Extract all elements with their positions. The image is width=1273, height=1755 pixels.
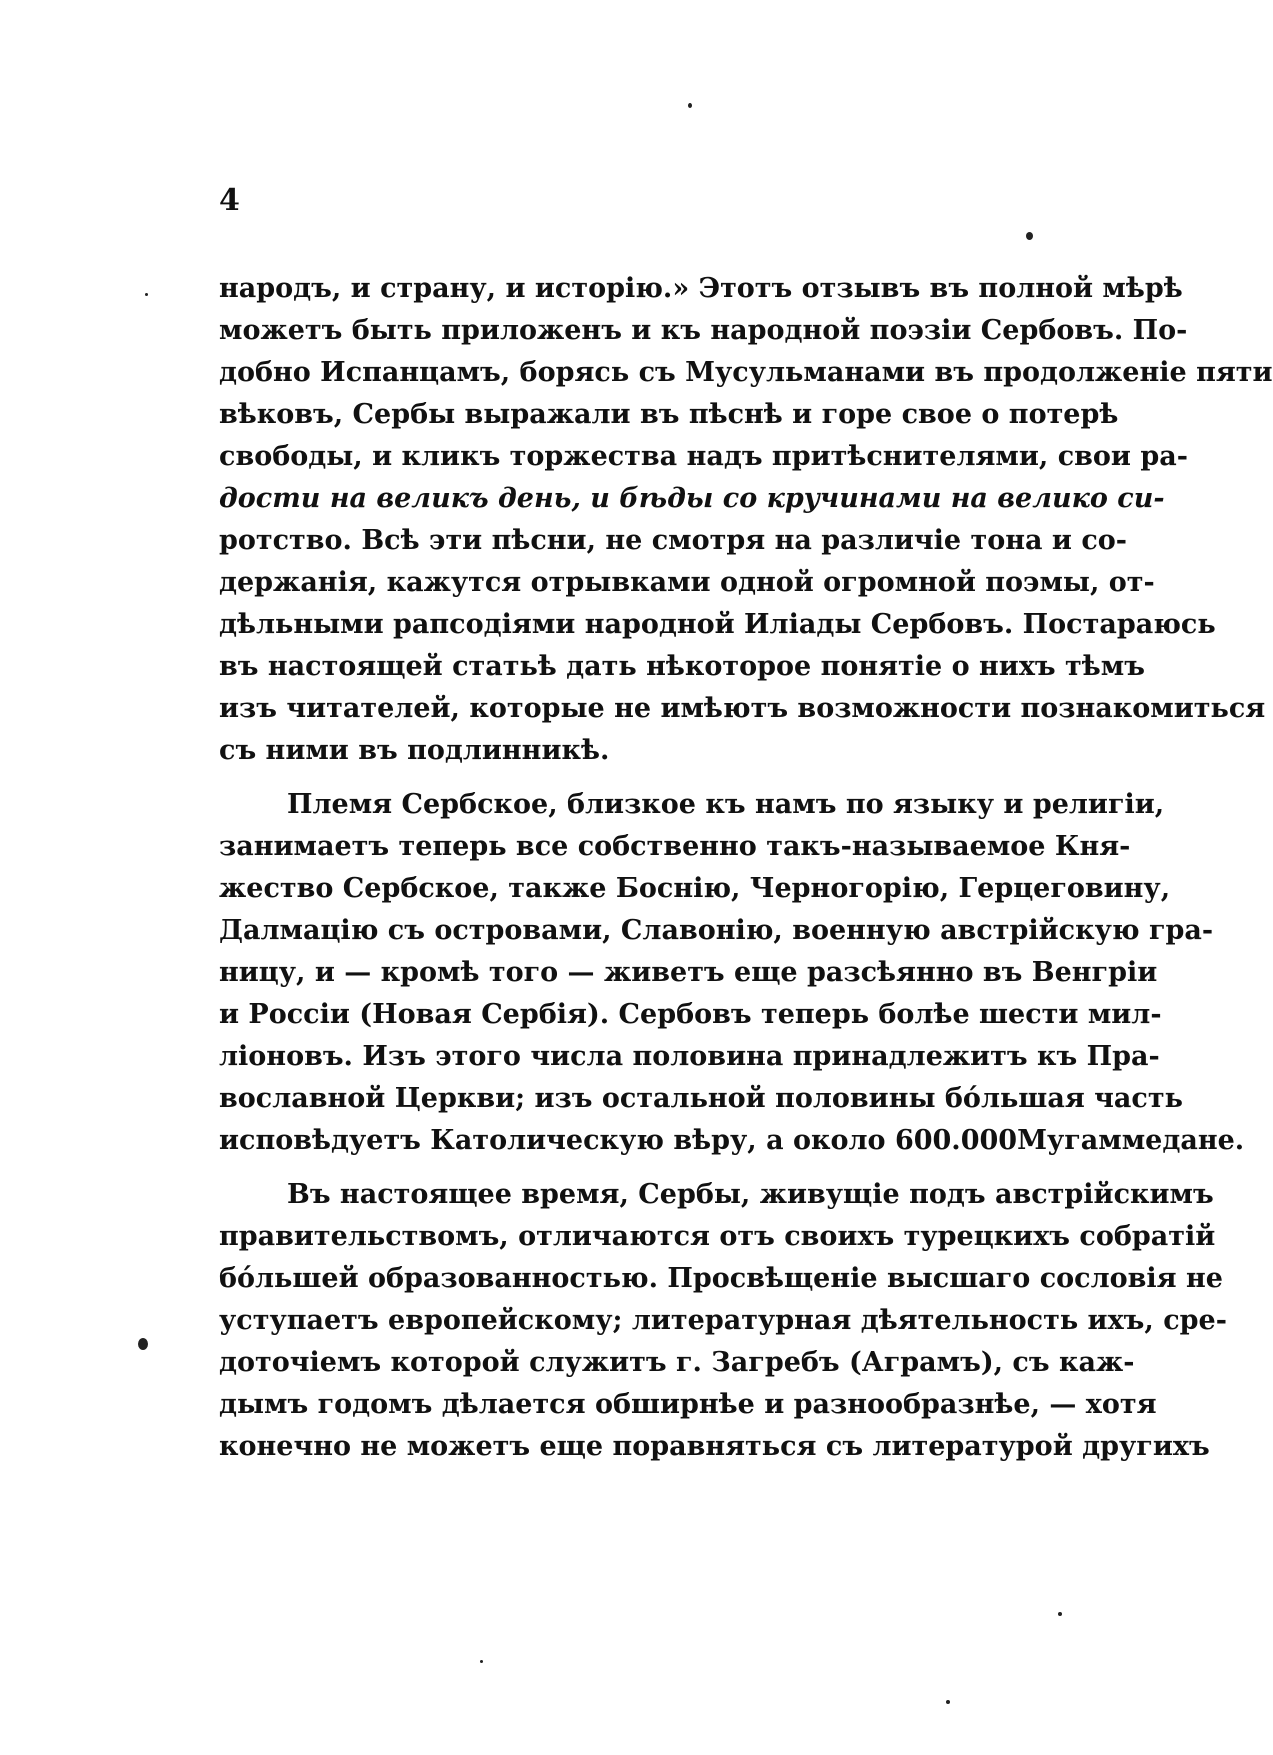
page-number: 4: [219, 183, 240, 218]
text-line: занимаетъ теперь все собственно такъ-называемое Кня-: [219, 831, 1131, 862]
text-line: жество Сербское, также Боснію, Черногорію, Герцеговину,: [219, 873, 1171, 904]
scan-speck: [145, 293, 148, 296]
scan-speck: [1026, 232, 1033, 240]
scan-speck: [1058, 1612, 1062, 1616]
scan-speck: [688, 103, 692, 108]
text-line: Племя Сербское, близкое къ намъ по языку и религіи,: [287, 789, 1165, 820]
text-line: изъ читателей, которые не имѣютъ возможности познакомиться: [219, 693, 1266, 724]
paragraph: [219, 268, 1273, 772]
text-line: Въ настоящее время, Сербы, живущіе подъ австрійскимъ: [287, 1179, 1214, 1210]
text-line: ліоновъ. Изъ этого числа половина принадлежитъ къ Пра-: [219, 1041, 1160, 1072]
text-line: доточіемъ которой служитъ г. Загребъ (Аграмъ), съ каж-: [219, 1347, 1135, 1378]
text-line: можетъ быть приложенъ и къ народной поэзіи Сербовъ. По-: [219, 315, 1188, 346]
text-line: вѣковъ, Сербы выражали въ пѣснѣ и горе свое о потерѣ: [219, 399, 1119, 430]
text-line: дѣльными рапсодіями народной Иліады Сербовъ. Постараюсь: [219, 609, 1216, 640]
paragraph: [219, 784, 1245, 1162]
text-line: дымъ годомъ дѣлается обширнѣе и разнообразнѣе, — хотя: [219, 1389, 1157, 1420]
text-line: дости на великъ день, и бѣды со кручинами на велико си-: [219, 483, 1165, 514]
text-line: ротство. Всѣ эти пѣсни, не смотря на различіе тона и со-: [219, 525, 1127, 556]
text-line: вославной Церкви; изъ остальной половины бóльшая часть: [219, 1083, 1183, 1114]
text-line: и Россіи (Новая Сербія). Сербовъ теперь болѣе шести мил-: [219, 999, 1162, 1030]
text-line: правительствомъ, отличаются отъ своихъ турецкихъ собратій: [219, 1221, 1216, 1252]
text-line: съ ними въ подлинникѣ.: [219, 735, 610, 766]
body-text: [219, 268, 1273, 1468]
text-line: добно Испанцамъ, борясь съ Мусульманами въ продолженіе пяти: [219, 357, 1273, 388]
text-line: въ настоящей статьѣ дать нѣкоторое понятіе о нихъ тѣмъ: [219, 651, 1145, 682]
scan-speck: [138, 1338, 148, 1350]
text-line: конечно не можетъ еще поравняться съ литературой другихъ: [219, 1431, 1210, 1462]
text-line: держанія, кажутся отрывками одной огромной поэмы, от-: [219, 567, 1155, 598]
text-line: исповѣдуетъ Католическую вѣру, а около 600.000Мугаммедане.: [219, 1125, 1245, 1156]
text-line: бóльшей образованностью. Просвѣщеніе высшаго сословія не: [219, 1263, 1223, 1294]
text-line: ницу, и — кромѣ того — живетъ еще разсѣянно въ Венгріи: [219, 957, 1158, 988]
paragraph: [219, 1174, 1227, 1468]
scan-speck: [946, 1700, 950, 1704]
scan-speck: [480, 1660, 483, 1663]
text-line: свободы, и кликъ торжества надъ притѣснителями, свои ра-: [219, 441, 1188, 472]
text-line: Далмацію съ островами, Славонію, военную австрійскую гра-: [219, 915, 1214, 946]
text-line: уступаетъ европейскому; литературная дѣятельность ихъ, сре-: [219, 1305, 1227, 1336]
text-line: народъ, и страну, и исторію.» Этотъ отзывъ въ полной мѣрѣ: [219, 273, 1183, 304]
